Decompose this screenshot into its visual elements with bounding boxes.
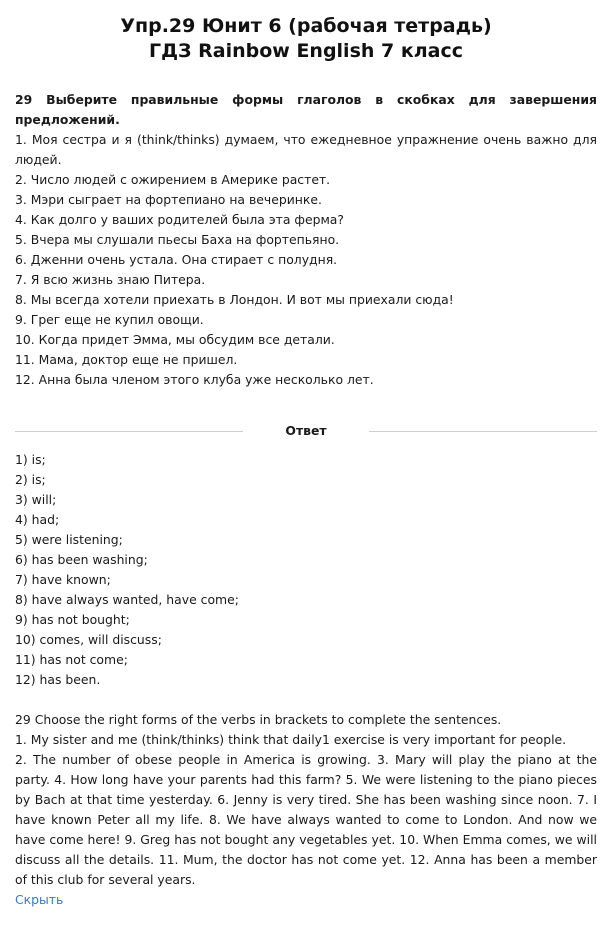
answer-item: 5) were listening; xyxy=(15,532,123,547)
task-item: 5. Вчера мы слушали пьесы Баха на фортепьяно. xyxy=(15,232,340,247)
task-item: 10. Когда придет Эмма, мы обсудим все детали. xyxy=(15,332,335,347)
task-item: 7. Я всю жизнь знаю Питера. xyxy=(15,272,206,287)
english-rest: 2. The number of obese people in America is growing. 3. Mary will play the piano at the party. 4. How long have your parents had this farm? 5. We were listening to the piano pieces by Bach at that time yesterday. 6. Jenny is very tired. She has been washing since noon. 7. I have known Peter all my life. 8. We have always wanted to come to London. And now we have come here! 9. Greg has not bought any vegetables yet. 10. When Emma comes, we will discuss all the details. 11. Mum, the doctor has not come yet. 12. Anna has been a member of this club for several years. xyxy=(15,752,597,887)
answer-item: 7) have known; xyxy=(15,572,111,587)
page-title xyxy=(15,14,597,64)
title-line-1: Упр.29 Юнит 6 (рабочая тетрадь) xyxy=(120,15,492,37)
task-item: 9. Грег еще не купил овощи. xyxy=(15,312,204,327)
task-item: 8. Мы всегда хотели приехать в Лондон. И вот мы приехали сюда! xyxy=(15,292,454,307)
answer-item: 8) have always wanted, have come; xyxy=(15,592,239,607)
task-item: 12. Анна была членом этого клуба уже несколько лет. xyxy=(15,372,374,387)
english-heading: 29 Choose the right forms of the verbs in brackets to complete the sentences. xyxy=(15,712,502,727)
answer-item: 6) has been washing; xyxy=(15,552,148,567)
answer-item: 9) has not bought; xyxy=(15,612,130,627)
answer-label: Ответ xyxy=(285,423,327,438)
divider-line-right xyxy=(369,431,597,432)
answer-item: 10) comes, will discuss; xyxy=(15,632,162,647)
answer-item: 3) will; xyxy=(15,492,57,507)
answer-item: 2) is; xyxy=(15,472,46,487)
english-section xyxy=(15,710,597,910)
task-item: 6. Дженни очень устала. Она стирает с полудня. xyxy=(15,252,338,267)
task-block xyxy=(15,90,597,390)
hide-link[interactable]: Скрыть xyxy=(15,892,64,907)
title-line-2: ГДЗ Rainbow English 7 класс xyxy=(148,40,464,62)
task-heading: 29 Выберите правильные формы глаголов в скобках для завершения предложений. xyxy=(15,92,597,127)
task-item: 4. Как долго у ваших родителей была эта ферма? xyxy=(15,212,344,227)
task-item: 3. Мэри сыграет на фортепиано на вечеринке. xyxy=(15,192,322,207)
english-item-1: 1. My sister and me (think/thinks) think that daily1 exercise is very important for people. xyxy=(15,732,567,747)
answer-divider xyxy=(15,421,597,441)
task-item: 2. Число людей с ожирением в Америке растет. xyxy=(15,172,331,187)
answer-item: 4) had; xyxy=(15,512,60,527)
task-item: 11. Мама, доктор еще не пришел. xyxy=(15,352,238,367)
task-list xyxy=(15,130,597,390)
answer-item: 1) is; xyxy=(15,452,46,467)
answer-item: 12) has been. xyxy=(15,672,101,687)
answer-item: 11) has not come; xyxy=(15,652,128,667)
task-item: 1. Моя сестра и я (think/thinks) думаем, что ежедневное упражнение очень важно для людей. xyxy=(15,132,597,167)
answer-list xyxy=(15,450,597,690)
